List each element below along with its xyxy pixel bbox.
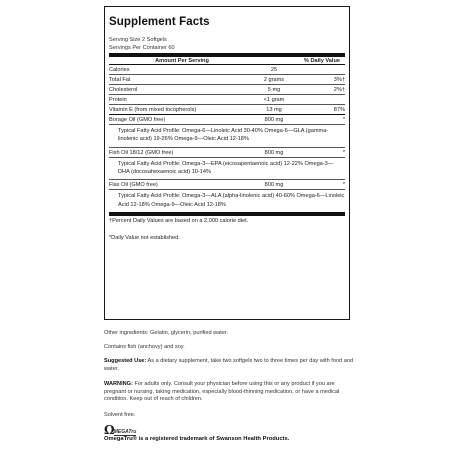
servings-per-container: Servings Per Container 60 bbox=[109, 44, 175, 51]
fatty-acid-profile: Typical Fatty Acid Profile: Omega-3—EPA (eicosapentaenoic acid) 12-22% Omega-3—DHA (docosahexaenoic acid) 10-14% bbox=[109, 158, 345, 181]
footnote-dv-not-established: *Daily Value not established. bbox=[109, 235, 180, 242]
oil-dv: * bbox=[342, 182, 345, 189]
nutrient-name: Calories bbox=[109, 67, 130, 74]
suggested-use-label: Suggested Use: bbox=[104, 358, 147, 364]
fatty-acid-profile: Typical Fatty Acid Profile: Omega-3—ALA (alpha-linolenic acid) 40-60% Omega-6—Linoleic Acid 12-18% Omega-9—Oleic Acid 12-18% bbox=[109, 190, 345, 216]
nutrient-row bbox=[109, 105, 345, 115]
nutrient-name: Protein bbox=[109, 97, 127, 104]
oil-dv: * bbox=[342, 117, 345, 124]
nutrient-amount: 5 mg bbox=[267, 87, 281, 94]
nutrient-row bbox=[109, 65, 345, 75]
nutrient-amount: 2 grams bbox=[263, 77, 285, 84]
oil-amount: 800 mg bbox=[264, 117, 284, 124]
oil-row bbox=[109, 115, 345, 125]
nutrient-amount: 25 bbox=[270, 67, 278, 74]
nutrient-name: Total Fat bbox=[109, 77, 131, 84]
contains-statement: Contains fish (anchovy) and soy. bbox=[104, 344, 185, 350]
nutrient-dv: 2%† bbox=[333, 87, 345, 94]
supplement-facts-panel bbox=[104, 6, 350, 320]
footnote-percent-dv: †Percent Daily Values are based on a 2,000 calorie diet. bbox=[109, 217, 249, 224]
nutrient-row bbox=[109, 85, 345, 95]
oil-name: Fish Oil 18/12 (GMO free) bbox=[109, 149, 174, 156]
nutrient-name: Vitamin E (from mixed tocopherols) bbox=[109, 107, 197, 114]
oil-name: Flax Oil (GMO free) bbox=[109, 182, 158, 189]
suggested-use bbox=[104, 358, 354, 373]
table-header bbox=[109, 57, 345, 65]
nutrient-amount: <1 gram bbox=[263, 97, 285, 104]
trademark-notice: OmegaTru® is a registered trademark of Swanson Health Products. bbox=[104, 436, 290, 442]
nutrient-row bbox=[109, 95, 345, 105]
oil-row bbox=[109, 148, 345, 158]
nutrient-dv bbox=[301, 95, 345, 104]
oil-name: Borage Oil (GMO free) bbox=[109, 117, 166, 124]
oil-amount: 800 mg bbox=[264, 149, 284, 156]
nutrient-name: Cholesterol bbox=[109, 87, 138, 94]
warning-text: For adults only. Consult your physician before using this or any product if you are pregnant or nursing, taking medication, especially blood-thinning medication, or have a medical condition. Keep out of reach of children. bbox=[104, 381, 340, 403]
omega-symbol: Ω bbox=[104, 423, 115, 437]
suggested-use-text: As a dietary supplement, take two softgels two to three times per day with food and water. bbox=[104, 358, 354, 372]
warning bbox=[104, 381, 354, 404]
omegatru-logo bbox=[104, 424, 136, 436]
header-amount: Amount Per Serving bbox=[155, 58, 209, 65]
nutrient-row bbox=[109, 75, 345, 85]
other-ingredients: Other ingredients: Gelatin, glycerin, purified water. bbox=[104, 330, 229, 336]
serving-size: Serving Size 2 Softgels bbox=[109, 37, 167, 43]
oil-dv: * bbox=[342, 149, 345, 156]
nutrient-dv: 3%† bbox=[333, 77, 345, 84]
panel-title: Supplement Facts bbox=[109, 16, 210, 28]
oil-amount: 800 mg bbox=[264, 182, 284, 189]
oil-row bbox=[109, 180, 345, 190]
logo-wordmark: MEGATru bbox=[113, 429, 137, 435]
nutrient-dv bbox=[301, 65, 345, 74]
solvent-free: Solvent free. bbox=[104, 412, 136, 418]
nutrient-dv: 87% bbox=[333, 107, 345, 114]
header-daily-value: % Daily Value bbox=[303, 58, 340, 65]
fatty-acid-profile: Typical Fatty Acid Profile: Omega-6—Linoleic Acid 30-40% Omega-6—GLA (gamma-linolenic acid) 19-26% Omega-9—Oleic Acid 12-18% bbox=[109, 125, 345, 148]
nutrient-amount: 13 mg bbox=[266, 107, 282, 114]
warning-label: WARNING: bbox=[104, 381, 133, 387]
